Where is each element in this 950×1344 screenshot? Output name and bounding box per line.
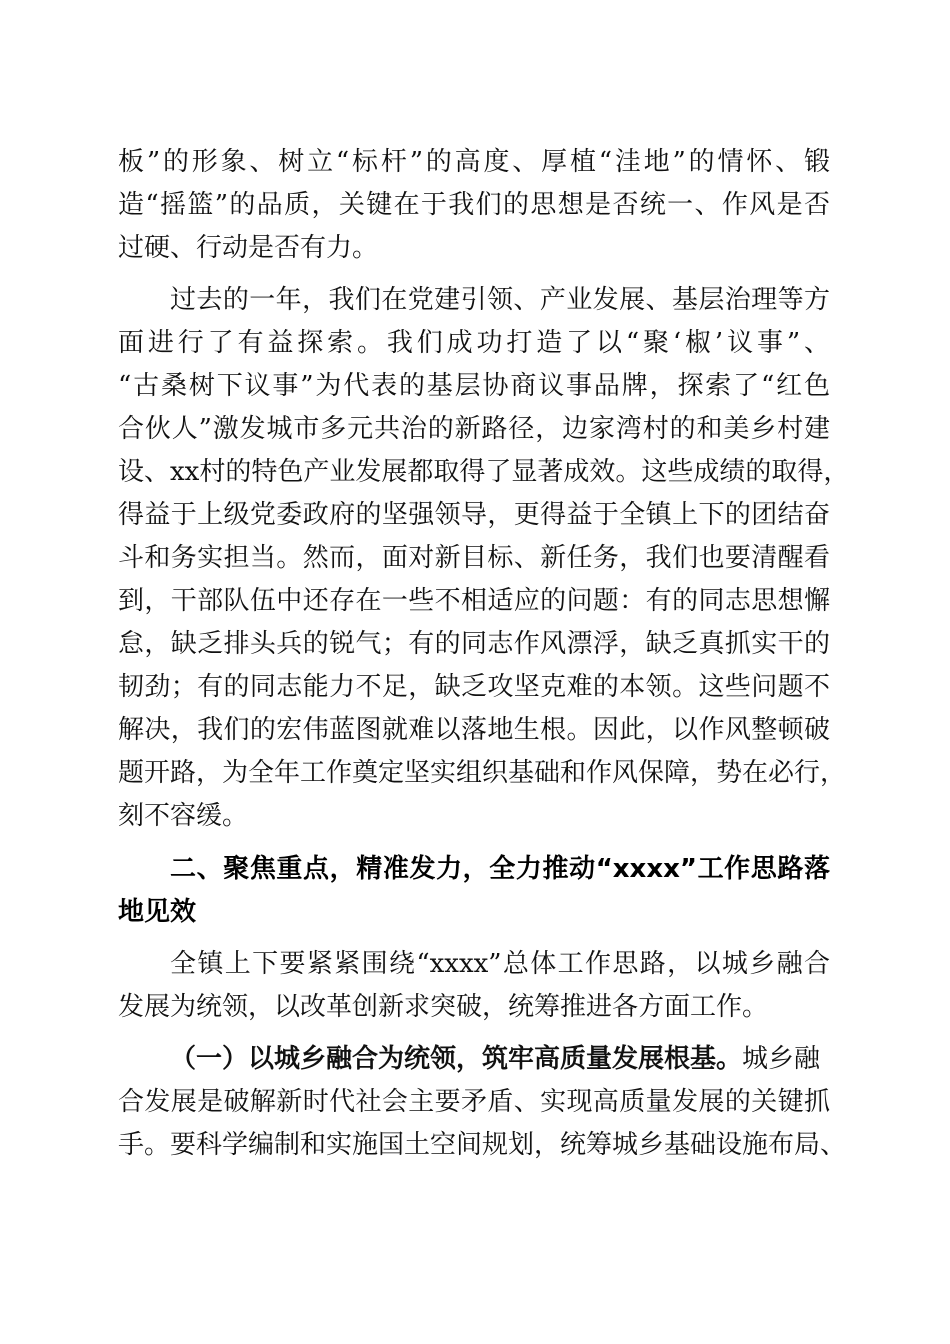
paragraph-line: 得益于上级党委政府的坚强领导，更得益于全镇上下的团结奋 — [118, 500, 830, 530]
paragraph-line: 过硬、行动是否有力。 — [118, 233, 379, 263]
paragraph-line: 合发展是破解新时代社会主要矛盾、实现高质量发展的关键抓 — [118, 1087, 830, 1117]
section-heading: 地见效 — [118, 897, 197, 927]
paragraph-line: 面进行了有益探索。我们成功打造了以“聚‘椒’议事”、 — [118, 328, 830, 358]
paragraph-line: 造“摇篮”的品质，关键在于我们的思想是否统一、作风是否 — [118, 190, 830, 220]
paragraph-line: 全镇上下要紧紧围绕“xxxx”总体工作思路，以城乡融合 — [170, 949, 830, 979]
section-heading: 二、聚焦重点，精准发力，全力推动“xxxx”工作思路落 — [170, 854, 830, 884]
paragraph-line: 手。要科学编制和实施国土空间规划，统筹城乡基础设施布局、 — [118, 1130, 847, 1160]
paragraph-line: 怠，缺乏排头兵的锐气；有的同志作风漂浮，缺乏真抓实干的 — [118, 629, 830, 659]
paragraph-line: 合伙人”激发城市多元共治的新路径，边家湾村的和美乡村建 — [118, 414, 830, 444]
paragraph-line: 设、xx村的特色产业发展都取得了显著成效。这些成绩的取得， — [118, 457, 850, 487]
paragraph-line: 刻不容缓。 — [118, 801, 249, 831]
paragraph-line: “古桑树下议事”为代表的基层协商议事品牌，探索了“红色 — [118, 371, 830, 401]
subsection-line — [170, 1044, 820, 1074]
paragraph-line: 斗和务实担当。然而，面对新目标、新任务，我们也要清醒看 — [118, 543, 830, 573]
paragraph-line: 到，干部队伍中还存在一些不相适应的问题：有的同志思想懈 — [118, 586, 830, 616]
paragraph-line: 发展为统领，以改革创新求突破，统筹推进各方面工作。 — [118, 992, 769, 1022]
paragraph-line: 过去的一年，我们在党建引领、产业发展、基层治理等方 — [170, 285, 830, 315]
paragraph-line: 题开路，为全年工作奠定坚实组织基础和作风保障，势在必行， — [118, 758, 847, 788]
subsection-text: 城乡融 — [742, 1044, 821, 1074]
subsection-heading: （一）以城乡融合为统领，筑牢高质量发展根基。 — [170, 1044, 743, 1074]
paragraph-line: 解决，我们的宏伟蓝图就难以落地生根。因此，以作风整顿破 — [118, 715, 830, 745]
paragraph-line: 韧劲；有的同志能力不足，缺乏攻坚克难的本领。这些问题不 — [118, 672, 830, 702]
paragraph-line: 板”的形象、树立“标杆”的高度、厚植“洼地”的情怀、锻 — [118, 147, 830, 177]
